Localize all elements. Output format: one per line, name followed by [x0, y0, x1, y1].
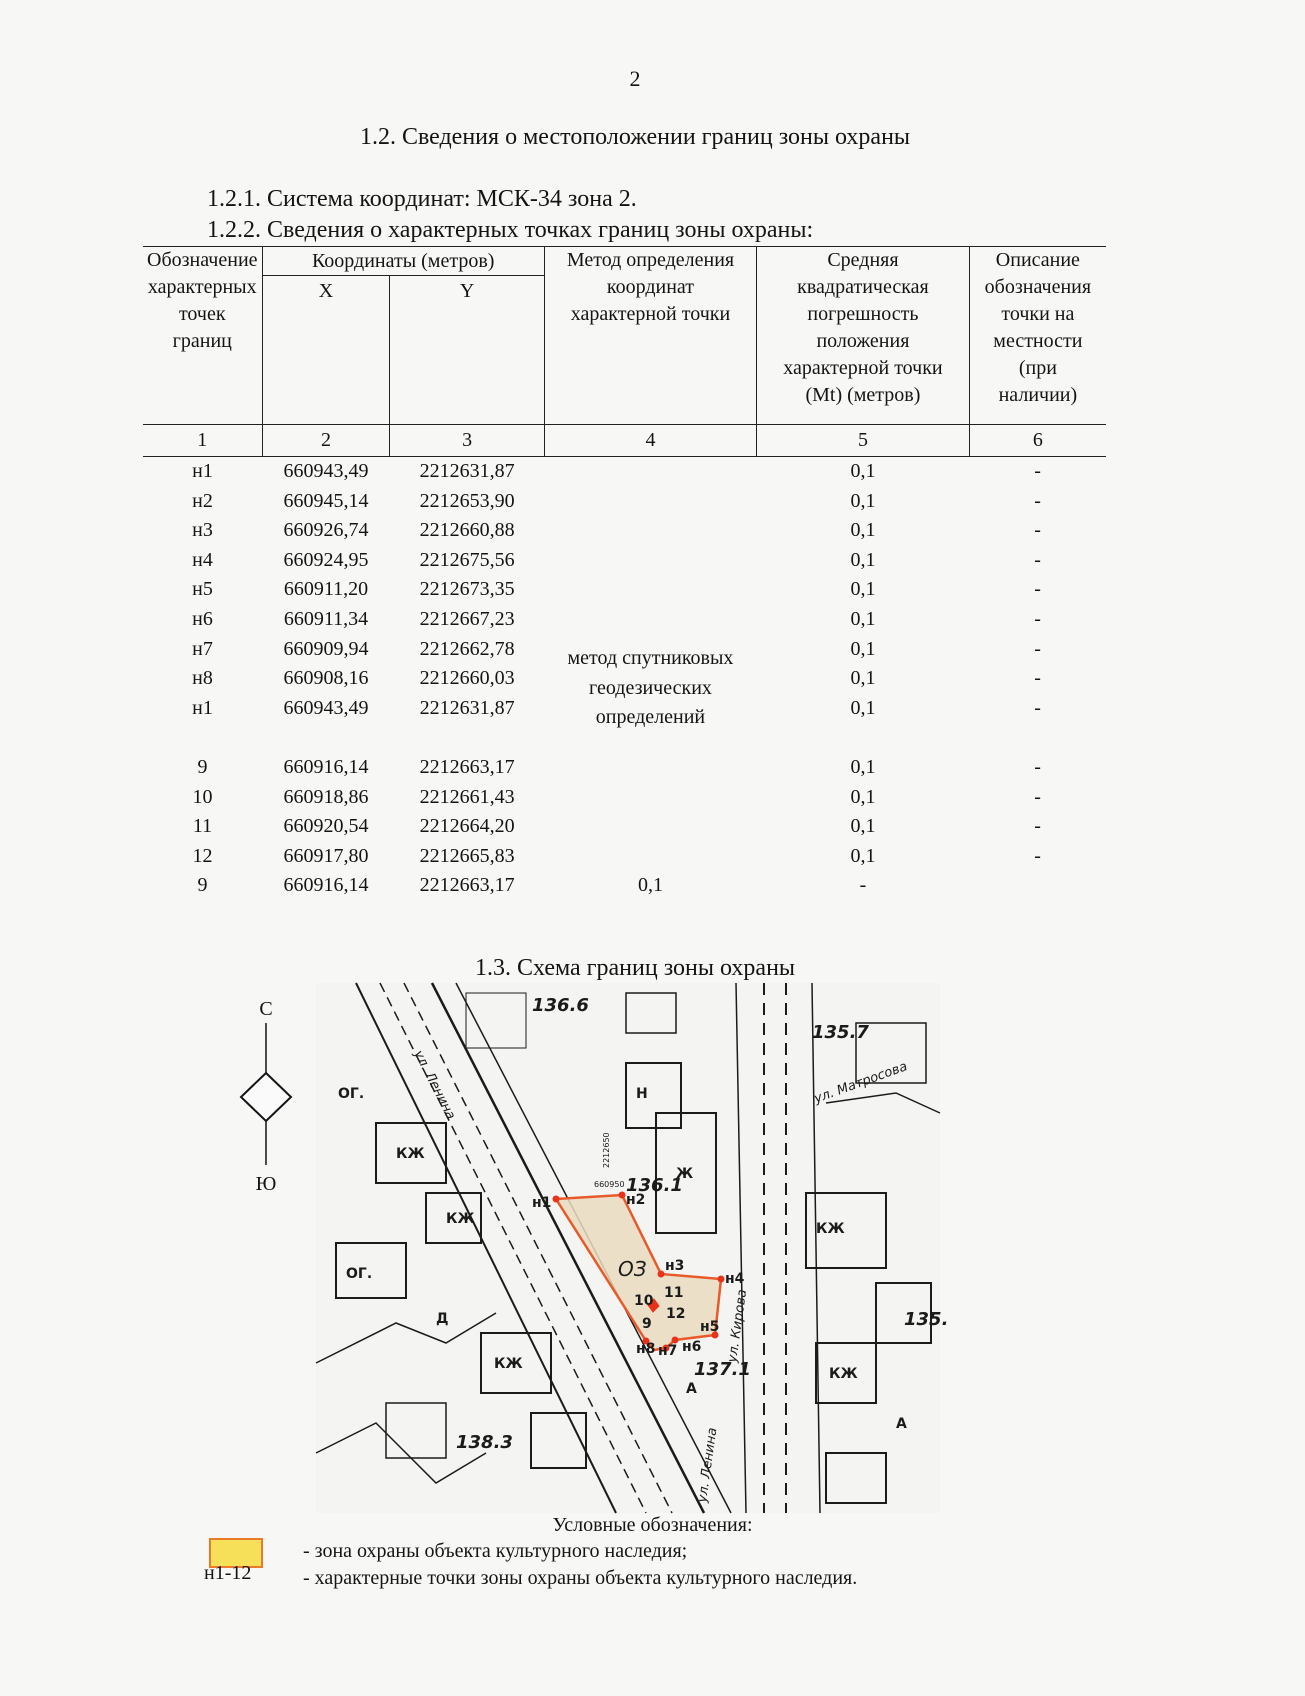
height-label: 136.1	[626, 1175, 683, 1196]
y-cell: 2212653,90	[419, 489, 515, 512]
street-label: ул. Матросова	[812, 1059, 910, 1107]
error-cell: 0,1	[850, 815, 876, 838]
map-point-label: 12	[666, 1306, 686, 1322]
point-cell: н7	[192, 637, 213, 660]
x-cell: 660916,14	[283, 755, 369, 778]
desc-cell: -	[1034, 785, 1041, 808]
x-cell: 660918,86	[283, 785, 369, 808]
map-point-label: н6	[682, 1339, 702, 1355]
header-y: Y	[390, 276, 544, 425]
error-cell: 0,1	[850, 696, 876, 719]
desc-cell: -	[1034, 637, 1041, 660]
point-cell: 11	[192, 815, 213, 838]
point-cell: н3	[192, 519, 213, 542]
column-number: 1	[143, 425, 262, 457]
table-row	[143, 457, 1106, 487]
x-cell: 660911,20	[283, 578, 369, 601]
coordinate-label: 2212650	[602, 1132, 611, 1168]
map-point-label: н8	[636, 1341, 656, 1357]
point-cell: н1	[192, 696, 213, 719]
desc-cell: -	[1034, 755, 1041, 778]
boundary-map	[316, 983, 949, 1513]
coordinates-table	[143, 246, 1106, 901]
y-cell: 2212661,43	[419, 785, 515, 808]
house-label: КЖ	[816, 1221, 845, 1237]
x-cell: 660924,95	[283, 548, 369, 571]
y-cell: 2212660,03	[419, 667, 515, 690]
legend-points-label: н1-12	[204, 1562, 252, 1584]
x-cell: 660911,34	[283, 607, 369, 630]
error-cell: 0,1	[850, 519, 876, 542]
page-number: 2	[629, 66, 641, 91]
desc-cell: -	[1034, 489, 1041, 512]
house-label: А	[896, 1416, 907, 1432]
point-cell: н2	[192, 489, 213, 512]
points-info-line: 1.2.2. Сведения о характерных точках границ зоны охраны:	[207, 217, 814, 243]
error-cell: 0,1	[850, 667, 876, 690]
house-label: КЖ	[446, 1211, 475, 1227]
x-cell: 660943,49	[283, 460, 369, 482]
y-cell: 2212664,20	[419, 815, 515, 838]
x-cell: 660920,54	[283, 815, 369, 838]
header-method: Метод определения координат характерной точки	[544, 247, 756, 425]
legend-zone-text: - зона охраны объекта культурного наследия;	[303, 1540, 688, 1562]
error-cell: 0,1	[850, 637, 876, 660]
y-cell: 2212667,23	[419, 607, 515, 630]
x-cell: 660909,94	[283, 637, 369, 660]
point-cell: н4	[192, 548, 213, 571]
height-label: 135.	[904, 1309, 949, 1330]
point-cell: н6	[192, 607, 213, 630]
point-cell: н8	[192, 667, 213, 690]
section-title: 1.2. Сведения о местоположении границ зоны охраны	[359, 124, 911, 150]
street-label: ул. Ленина	[695, 1426, 721, 1504]
error-cell: 0,1	[850, 460, 876, 482]
map-point-label: н2	[626, 1192, 646, 1208]
map-point-label: н5	[700, 1319, 720, 1335]
point-cell: 10	[192, 785, 213, 808]
column-number: 5	[757, 425, 970, 457]
error-cell: 0,1	[850, 548, 876, 571]
desc-cell: -	[1034, 519, 1041, 542]
y-cell: 2212663,17	[419, 874, 515, 897]
house-label: Д	[436, 1311, 449, 1327]
point-cell: 12	[192, 844, 213, 867]
desc-cell: -	[1034, 667, 1041, 690]
map-point-label: 11	[664, 1285, 684, 1301]
map-point-label: н3	[665, 1258, 685, 1274]
house-label: КЖ	[396, 1146, 425, 1162]
y-cell: 2212675,56	[419, 548, 515, 571]
height-label: 135.7	[812, 1022, 869, 1043]
coordinate-system-line: 1.2.1. Система координат: МСК-34 зона 2.	[207, 186, 637, 212]
compass-north: С	[259, 998, 273, 1020]
house-label: Н	[636, 1086, 648, 1102]
error-cell: 0,1	[637, 874, 663, 897]
house-label: КЖ	[494, 1356, 523, 1372]
error-cell: 0,1	[850, 785, 876, 808]
map-point-label: н7	[658, 1343, 678, 1359]
zone-label: ОЗ	[618, 1257, 647, 1281]
street-label: ул. Ленина	[410, 1048, 459, 1123]
error-cell: 0,1	[850, 607, 876, 630]
coordinate-label: 660950	[594, 1180, 625, 1189]
house-label: А	[686, 1381, 697, 1397]
desc-cell: -	[859, 874, 867, 897]
schema-title: 1.3. Схема границ зоны охраны	[474, 955, 796, 981]
header-point: Обозначение характерных точек границ	[143, 247, 262, 425]
y-cell: 2212660,88	[419, 519, 515, 542]
x-cell: 660908,16	[283, 667, 369, 690]
y-cell: 2212665,83	[419, 844, 515, 867]
house-label: ОГ.	[346, 1266, 373, 1282]
desc-cell: -	[1034, 607, 1041, 630]
street-label: ул. Кирова	[725, 1288, 751, 1364]
height-label: 137.1	[694, 1359, 751, 1380]
table-row	[143, 871, 1106, 901]
desc-cell: -	[1034, 696, 1041, 719]
map-point-label: н1	[532, 1195, 552, 1211]
y-cell: 2212631,87	[419, 460, 515, 482]
north-arrow-icon	[236, 995, 296, 1195]
x-cell: 660917,80	[283, 844, 369, 867]
column-number: 3	[390, 425, 544, 457]
y-cell: 2212662,78	[419, 637, 515, 660]
compass-south: Ю	[255, 1173, 277, 1195]
point-cell: 9	[197, 874, 208, 897]
house-label: КЖ	[829, 1366, 858, 1382]
column-number: 4	[544, 425, 756, 457]
desc-cell: -	[1034, 578, 1041, 601]
column-number: 2	[262, 425, 390, 457]
house-label: Ж	[676, 1166, 694, 1182]
method-cell: метод спутниковых геодезических определений	[567, 647, 734, 729]
header-coords: Координаты (метров)	[262, 247, 544, 276]
legend-title: Условные обозначения:	[552, 1514, 753, 1536]
x-cell: 660945,14	[283, 489, 369, 512]
header-description: Описание обозначения точки на местности (при наличии)	[969, 247, 1106, 425]
desc-cell: -	[1034, 844, 1041, 867]
point-cell: н5	[192, 578, 213, 601]
error-cell: 0,1	[850, 755, 876, 778]
x-cell: 660943,49	[283, 696, 369, 719]
error-cell: 0,1	[850, 489, 876, 512]
legend-points-text: - характерные точки зоны охраны объекта культурного наследия.	[303, 1567, 858, 1589]
error-cell: 0,1	[850, 578, 876, 601]
x-cell: 660916,14	[283, 874, 369, 897]
error-cell: 0,1	[850, 844, 876, 867]
header-x: X	[262, 276, 390, 425]
height-label: 136.6	[532, 995, 589, 1016]
y-cell: 2212663,17	[419, 755, 515, 778]
desc-cell: -	[1034, 460, 1041, 482]
house-label: ОГ.	[338, 1086, 365, 1102]
height-label: 138.3	[456, 1432, 513, 1453]
point-cell: н1	[192, 460, 213, 482]
header-error: Средняя квадратическая погрешность положения характерной точки (Mt) (метров)	[757, 247, 970, 425]
y-cell: 2212673,35	[419, 578, 515, 601]
column-number: 6	[969, 425, 1106, 457]
map-point-label: 10	[634, 1293, 654, 1309]
desc-cell: -	[1034, 548, 1041, 571]
y-cell: 2212631,87	[419, 696, 515, 719]
map-point-label: 9	[642, 1316, 652, 1332]
point-cell: 9	[197, 755, 208, 778]
map-point-label: н4	[725, 1271, 745, 1287]
x-cell: 660926,74	[283, 519, 369, 542]
desc-cell: -	[1034, 815, 1041, 838]
